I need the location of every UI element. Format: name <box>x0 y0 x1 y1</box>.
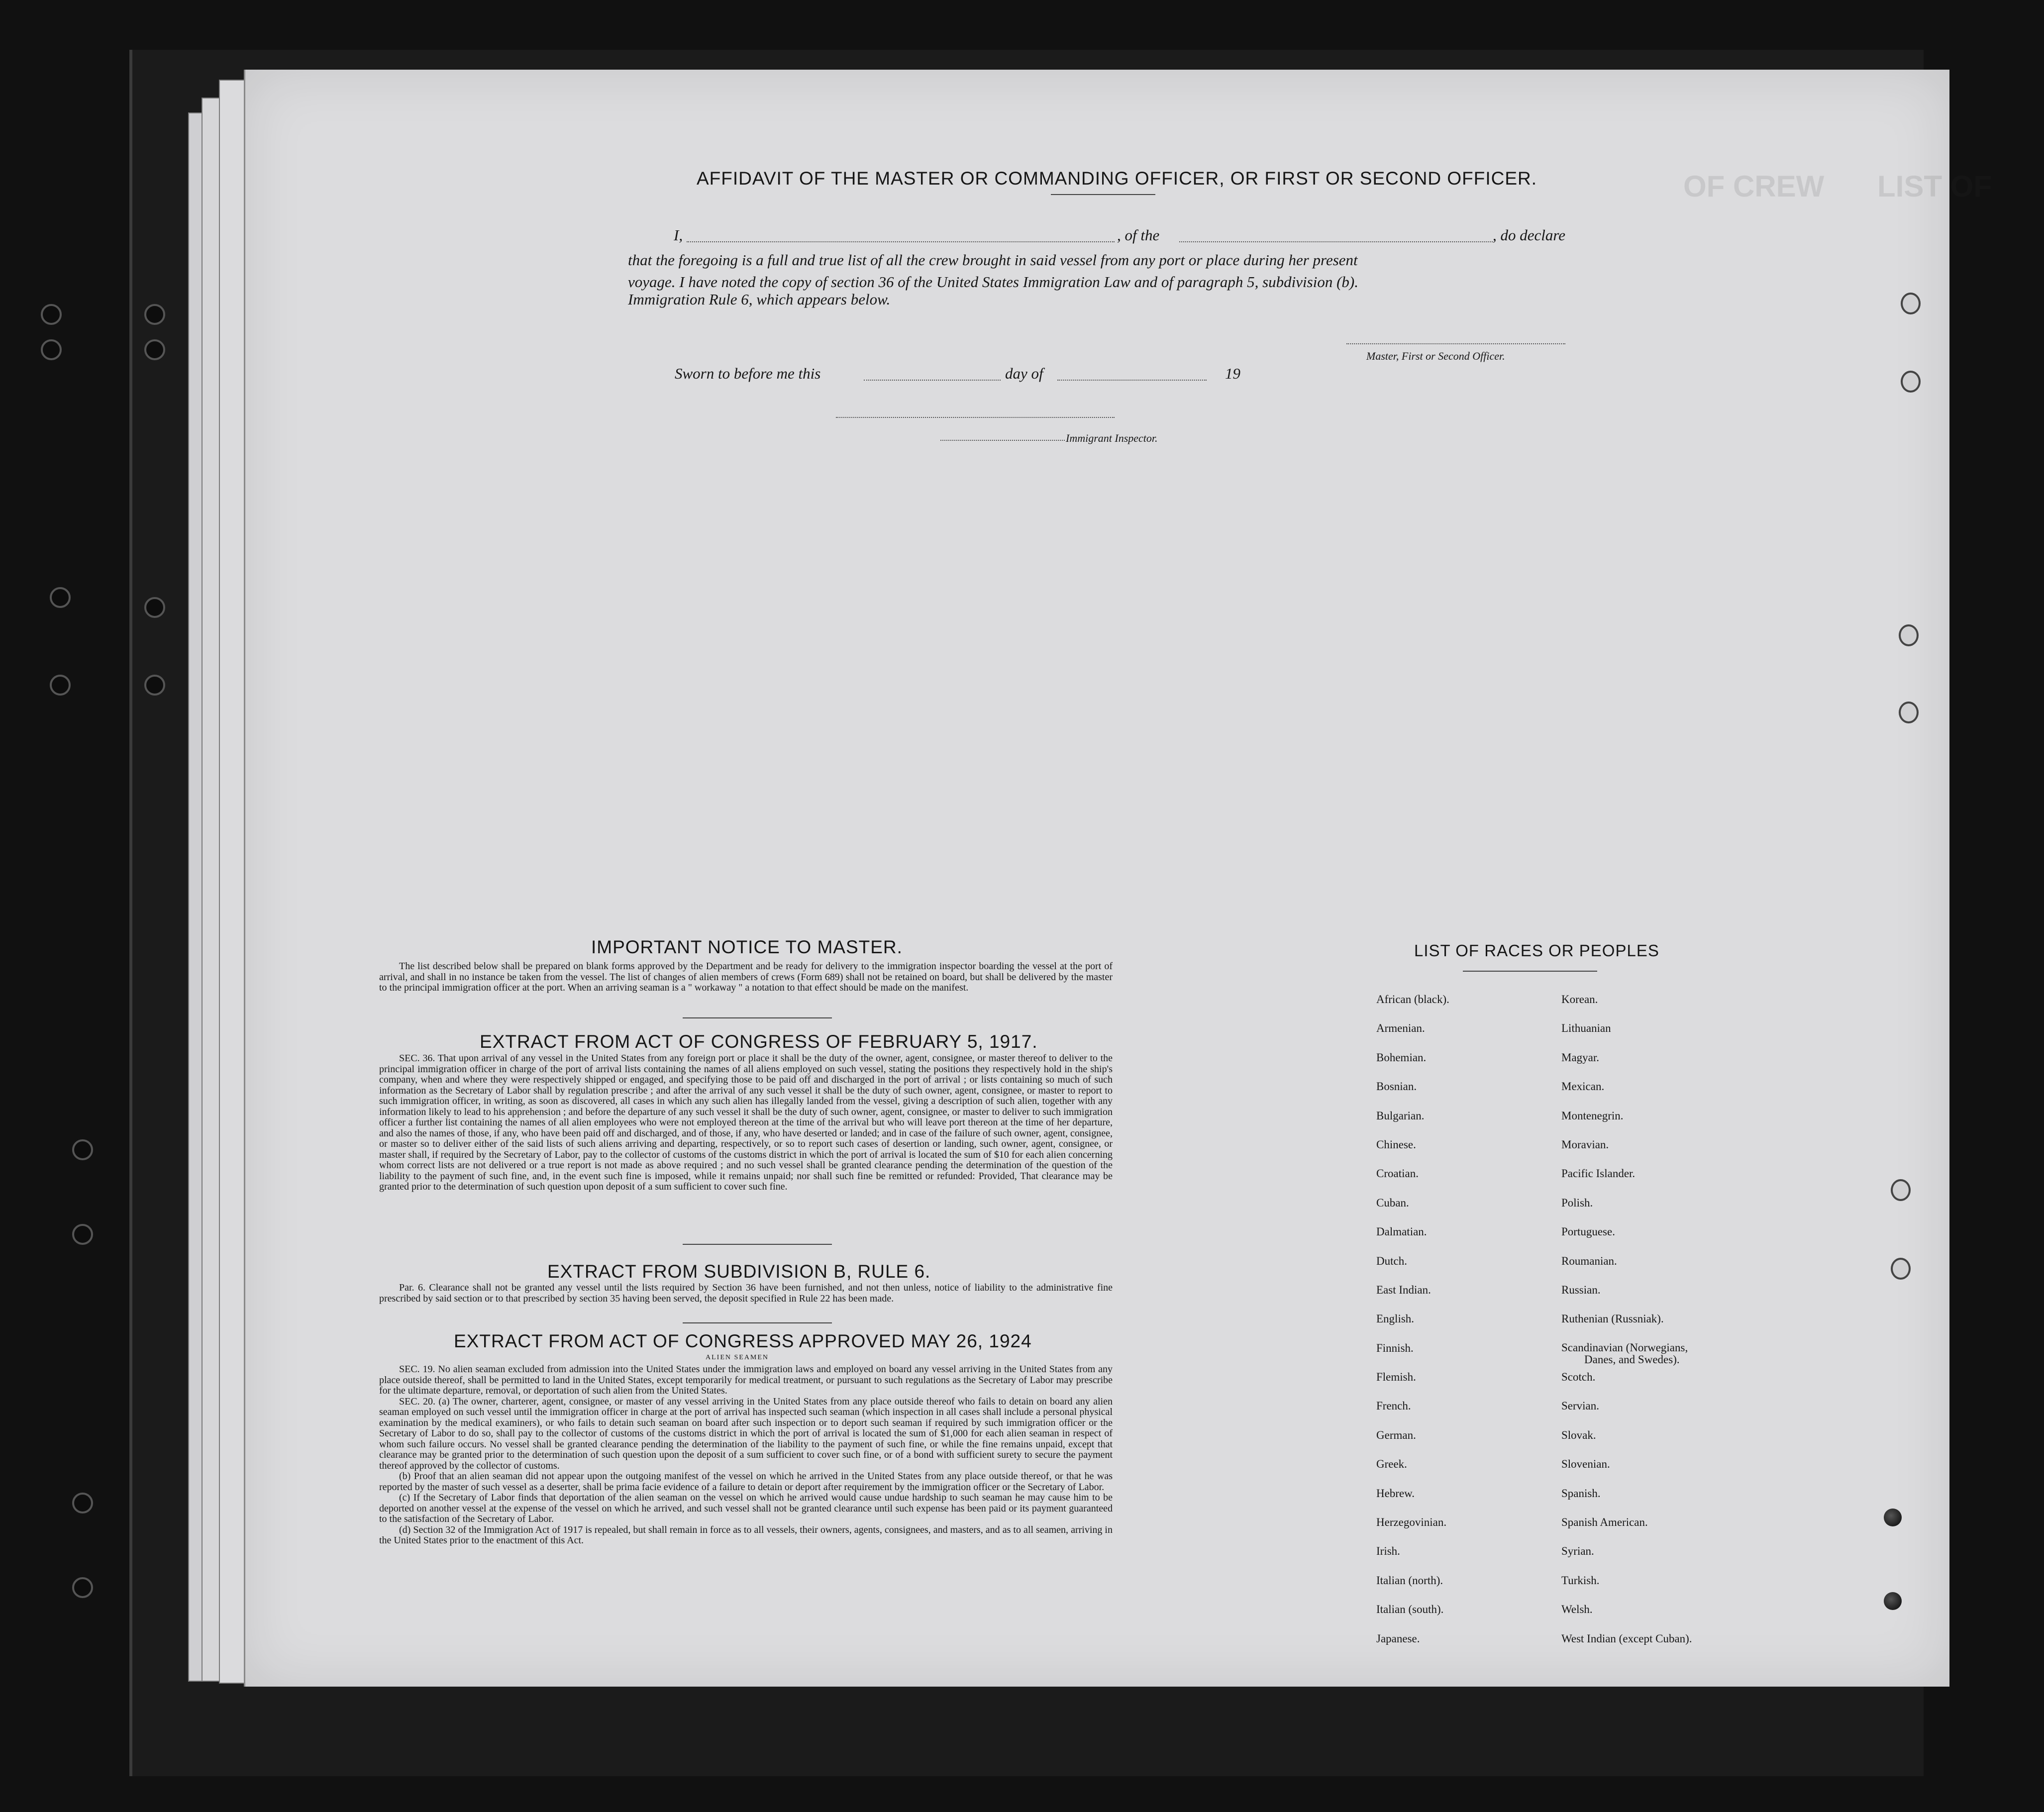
affiant-name-line <box>687 241 1115 242</box>
punch-hole <box>1899 702 1919 723</box>
race-item: Montenegrin. <box>1561 1109 1624 1122</box>
race-item: Moravian. <box>1561 1138 1609 1151</box>
punch-hole <box>1884 1592 1902 1610</box>
sworn-month-line <box>1057 380 1207 381</box>
sworn-label: Sworn to before me this <box>675 365 821 382</box>
section-20b-paragraph: (b) Proof that an alien seaman did not appear upon the outgoing manifest of the vessel on which he arrived in the United States from any place outside thereof, or that he was reported by the master of such vessel as a deserter, shall be prima facie evidence of a failure to detain or deport after requirement by the immigration officer or the Secretary of Labor. <box>379 1471 1113 1493</box>
race-item: Mexican. <box>1561 1080 1605 1093</box>
section-20a-paragraph: SEC. 20. (a) The owner, charterer, agent, consignee, or master of any vessel arriving in the United States from any place outside thereof who fails to detain on board any alien seaman employed on such vessel until the immigration officer in charge at the port of arrival has inspected such seaman (which inspection in all cases shall include a personal physical examination by the medical examiners), or who fails to detain such seaman on board after such inspection or to deport such seaman if required by such immigration officer or the Secretary of Labor to do so, shall pay to the collector of customs of the customs district in which the port of arrival is located the sum of $1,000 for each alien seaman in respect of whom such failure occurs. No vessel shall be granted clearance pending the determination of the liability to the payment of such fine, or while the fine remains unpaid, except that clearance may be granted prior to the determination of such question upon the deposit of a sum sufficient to cover such fine, or of a bond with sufficient surety to secure the payment thereof approved by the collector of customs. <box>379 1396 1113 1471</box>
race-item: Slovak. <box>1561 1428 1596 1441</box>
section-rule <box>683 1017 832 1018</box>
races-title: LIST OF RACES OR PEOPLES <box>1414 941 1659 960</box>
race-item: Japanese. <box>1376 1632 1420 1645</box>
notice-paragraph: The list described below shall be prepared on blank forms approved by the Department and be ready for delivery to the immigration inspector boarding the vessel at the port of arrival, and shall in no instance be taken from the vessel. The list of changes of alien members of crews (Form 689) shall not be retained on board, but shall be delivered by the master to the principal immigration officer at the port. When an arriving seaman is a " workaway " a notation to that effect should be made on the manifest. <box>379 961 1113 993</box>
extract-rule6-title: EXTRACT FROM SUBDIVISION B, RULE 6. <box>547 1261 931 1282</box>
binder-hole <box>72 1139 93 1160</box>
race-item: Roumanian. <box>1561 1254 1617 1267</box>
race-item: Pacific Islander. <box>1561 1167 1635 1180</box>
race-item-line-1: Scandinavian (Norwegians, <box>1561 1341 1688 1354</box>
race-item: Portuguese. <box>1561 1225 1615 1238</box>
extract-rule6-text <box>379 1283 1113 1304</box>
race-item: Hebrew. <box>1376 1487 1415 1500</box>
section-rule <box>683 1244 832 1245</box>
of-the-label: , of the <box>1117 226 1160 244</box>
title-rule <box>1051 194 1155 195</box>
sworn-day-line <box>864 380 1001 381</box>
punch-hole <box>1891 1179 1911 1201</box>
race-item: Chinese. <box>1376 1138 1416 1151</box>
race-item: Irish. <box>1376 1545 1400 1558</box>
binder-hole <box>144 597 165 618</box>
punch-hole <box>1891 1258 1911 1280</box>
affidavit-line-4: Immigration Rule 6, which appears below. <box>628 291 891 308</box>
inspector-line <box>836 417 1115 418</box>
race-item: Cuban. <box>1376 1196 1409 1209</box>
master-signature-label: Master, First or Second Officer. <box>1366 350 1505 362</box>
punch-hole <box>1899 624 1919 646</box>
punch-hole <box>1901 371 1921 393</box>
race-item: Herzegovinian. <box>1376 1516 1447 1529</box>
race-item: Bohemian. <box>1376 1051 1427 1064</box>
race-item: Magyar. <box>1561 1051 1600 1064</box>
binder-hole <box>41 339 62 360</box>
declare-label: , do declare <box>1493 226 1566 244</box>
race-item: Turkish. <box>1561 1574 1600 1587</box>
binder-hole <box>41 304 62 325</box>
race-item: Spanish. <box>1561 1487 1601 1500</box>
race-item: Korean. <box>1561 993 1598 1006</box>
notice-title: IMPORTANT NOTICE TO MASTER. <box>591 937 903 957</box>
affiant-label: I, <box>674 226 683 244</box>
binder-hole <box>144 339 165 360</box>
race-item: Armenian. <box>1376 1022 1425 1035</box>
affidavit-line-3: voyage. I have noted the copy of section 36 of the United States Immigration Law and of paragraph 5, subdivision (b). <box>628 273 1358 291</box>
par-6-paragraph: Par. 6. Clearance shall not be granted any vessel until the lists required by Section 36 have been furnished, and not then unless, notice of liability to the administrative fine prescribed by said section or to that prescribed by section 35 having been served, the deposit specified in Rule 22 has been made. <box>379 1282 1113 1304</box>
inspector-label: Immigrant Inspector. <box>1066 432 1158 444</box>
show-through-text: LIST OF <box>1877 170 1992 203</box>
race-item: Finnish. <box>1376 1341 1414 1354</box>
vessel-name-line <box>1179 241 1493 242</box>
binder-hole <box>72 1577 93 1598</box>
race-item: Lithuanian <box>1561 1022 1611 1035</box>
extract-1917-text <box>379 1053 1113 1193</box>
inspector-signature-line <box>940 440 1065 441</box>
races-left-column <box>1376 993 1449 1661</box>
race-item: Scotch. <box>1561 1371 1596 1384</box>
race-item: Bulgarian. <box>1376 1109 1425 1122</box>
race-item: Spanish American. <box>1561 1516 1648 1529</box>
affidavit-title: AFFIDAVIT OF THE MASTER OR COMMANDING OFFICER, OR FIRST OR SECOND OFFICER. <box>697 168 1537 189</box>
race-item-line-2: Danes, and Swedes). <box>1584 1353 1680 1366</box>
section-20d-paragraph: (d) Section 32 of the Immigration Act of 1917 is repealed, but shall remain in force as to all vessels, their owners, agents, consignees, and masters, and as to all seamen, arriving in the United States prior to the enactment of this Act. <box>379 1524 1113 1546</box>
notice-text <box>379 961 1113 994</box>
race-item: Polish. <box>1561 1196 1593 1209</box>
race-item: Syrian. <box>1561 1545 1594 1558</box>
punch-hole <box>1884 1509 1902 1526</box>
race-item: German. <box>1376 1428 1416 1441</box>
race-item: African (black). <box>1376 993 1449 1006</box>
race-item: Ruthenian (Russniak). <box>1561 1312 1664 1325</box>
race-item: West Indian (except Cuban). <box>1561 1632 1692 1645</box>
binder-hole <box>72 1493 93 1513</box>
race-item <box>1561 1342 1692 1371</box>
extract-1924-subtitle: ALIEN SEAMEN <box>706 1354 769 1361</box>
race-item: Russian. <box>1561 1283 1601 1296</box>
section-rule <box>683 1322 832 1323</box>
extract-1917-title: EXTRACT FROM ACT OF CONGRESS OF FEBRUARY 5, 1917. <box>480 1031 1038 1052</box>
extract-1924-title: EXTRACT FROM ACT OF CONGRESS APPROVED MAY 26, 1924 <box>454 1331 1032 1351</box>
binder-hole <box>50 587 71 608</box>
race-item: Flemish. <box>1376 1371 1416 1384</box>
race-item: Servian. <box>1561 1400 1600 1412</box>
binder-hole <box>72 1224 93 1245</box>
affidavit-line-2: that the foregoing is a full and true list of all the crew brought in said vessel from any port or place during her present <box>628 251 1358 269</box>
show-through-text: OF CREW <box>1683 170 1825 203</box>
race-item: Croatian. <box>1376 1167 1419 1180</box>
race-item: Greek. <box>1376 1458 1407 1471</box>
binder-hole <box>144 304 165 325</box>
races-rule <box>1463 971 1597 972</box>
binder-hole <box>144 675 165 696</box>
race-item: English. <box>1376 1312 1415 1325</box>
race-item: Slovenian. <box>1561 1458 1610 1471</box>
section-19-paragraph: SEC. 19. No alien seaman excluded from admission into the United States under the immigration laws and employed on board any vessel arriving in the United States from any place outside thereof, shall be permitted to land in the United States, except temporarily for medical treatment, or pursuant to such regulations as the Secretary of Labor may prescribe for the ultimate departure, removal, or deportation of such alien from the United States. <box>379 1364 1113 1396</box>
race-item: Italian (north). <box>1376 1574 1443 1587</box>
day-of-label: day of <box>1005 365 1043 382</box>
master-signature-line <box>1346 343 1565 344</box>
section-20c-paragraph: (c) If the Secretary of Labor finds that deportation of the alien seaman on the vessel on which he arrived would cause undue hardship to such seaman he may cause him to be deported on another vessel at the expense of the vessel on which he arrived, and such vessel shall not be granted clearance until such expense has been paid or its payment guaranteed to the satisfaction of the Secretary of Labor. <box>379 1492 1113 1524</box>
race-item: East Indian. <box>1376 1283 1431 1296</box>
races-right-column <box>1561 993 1692 1661</box>
race-item: Bosnian. <box>1376 1080 1417 1093</box>
race-item: Welsh. <box>1561 1603 1593 1616</box>
race-item: Dutch. <box>1376 1254 1407 1267</box>
year-label: 19 <box>1225 365 1240 382</box>
race-item: Dalmatian. <box>1376 1225 1427 1238</box>
race-item: French. <box>1376 1400 1411 1412</box>
punch-hole <box>1901 293 1921 314</box>
extract-1924-text <box>379 1364 1113 1546</box>
binder-hole <box>50 675 71 696</box>
race-item: Italian (south). <box>1376 1603 1444 1616</box>
section-36-paragraph: SEC. 36. That upon arrival of any vessel in the United States from any foreign port or place it shall be the duty of the owner, agent, consignee, or master thereof to deliver to the principal immigration officer in charge of the port of arrival lists containing the names of all aliens employed on such vessel, stating the positions they respectively hold in the ship's company, when and where they were respectively shipped or engaged, and specifying those to be paid off and discharged in the port of arrival ; or lists containing so much of such information as the Secretary of Labor shall by regulation prescribe ; and after the arrival of any such vessel it shall be the duty of such owner, agent, consignee, or master to report to such immigration officer, in writing, as soon as discovered, all cases in which any such alien has illegally landed from the vessel, giving a description of such alien, together with any information likely to lead to his apprehension ; and before the departure of any such vessel it shall be the duty of such owner, agent, consignee, or master to deliver to such immigration officer a further list containing the names of all alien employees who were not employed thereon at the time of the arrival but who will leave port thereon at the time of her departure, and also the names of those, if any, who have been paid off and discharged, and of those, if any, who have deserted or landed; and in case of the failure of such owner, agent, consignee, or master so to deliver either of the said lists of such aliens arriving and departing, respectively, or so to report such cases of desertion or landing, such owner, agent, consignee, or master shall, if required by the Secretary of Labor, pay to the collector of customs of the customs district in which the port of arrival is located the sum of $10 for each alien concerning whom correct lists are not delivered or a true report is not made as above required ; and no such vessel shall be granted clearance pending the determination of the question of the liability to the payment of such fine, and, in the event such fine is imposed, while it remains unpaid; nor shall such fine be remitted or refunded: Provided, That clearance may be granted prior to the determination of such question upon deposit of a sum sufficient to cover such fine. <box>379 1053 1113 1192</box>
